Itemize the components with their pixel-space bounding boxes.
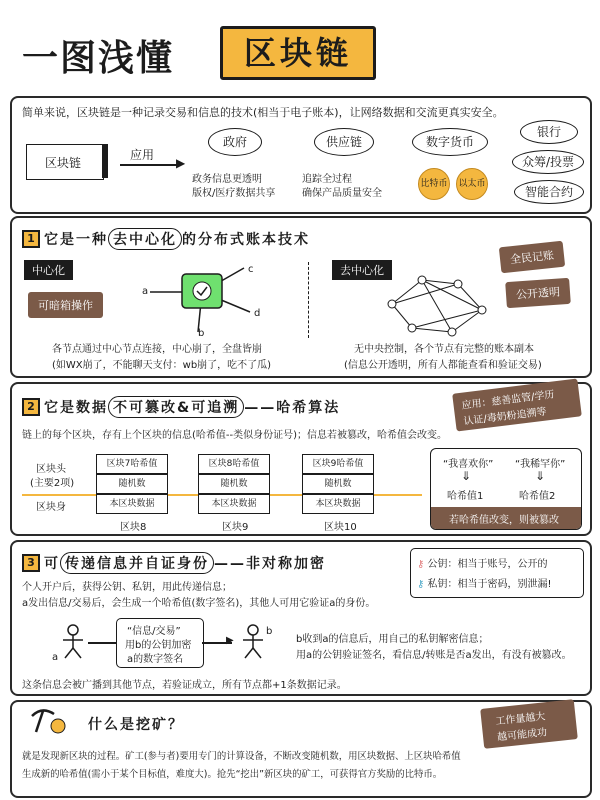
- crowdfund-oval: 众筹/投票: [512, 150, 584, 174]
- example-h2: 哈希值2: [519, 491, 556, 502]
- effort-tag-line1: 工作量越大: [495, 711, 546, 728]
- apps-tag-line2: 认证/毒奶粉追溯等: [463, 406, 548, 428]
- section2-desc: 链上的每个区块，存有上个区块的信息(哈希值--类似身份证号)；信息若被篡改，哈希值会改变。: [22, 430, 448, 441]
- person-a-label: a: [52, 652, 59, 663]
- block10-name: 区块10: [324, 522, 357, 533]
- block10-data: 本区块数据: [302, 494, 374, 514]
- supply-line2: 确保产品质量安全: [302, 188, 382, 199]
- arrow-right-icon: ▶: [226, 635, 234, 646]
- block9-rand: 随机数: [198, 474, 270, 494]
- node-c: c: [248, 264, 254, 275]
- block9-data: 本区块数据: [198, 494, 270, 514]
- block10-hash: 区块9哈希值: [302, 454, 374, 474]
- b-line1: b收到a的信息后，用自己的私钥解密信息；: [296, 634, 489, 645]
- person-b-icon: [240, 624, 266, 660]
- bitcoin-coin: 比特币: [418, 168, 450, 200]
- crypto-oval: 数字货币: [412, 128, 488, 156]
- apply-arrow-line: [120, 164, 180, 166]
- section2-heading: 它是数据 不可篡改&可追溯 ——哈希算法: [44, 396, 340, 418]
- apps-tag-line1: 应用：慈善监管/学历: [461, 389, 556, 412]
- mining-heading: 什么是挖矿？: [88, 717, 184, 733]
- block8-rand: 随机数: [96, 474, 168, 494]
- intro-text: 简单来说，区块链是一种记录交易和信息的技术(相当于电子账本)，让网络数据和交流更真实安全。: [22, 106, 504, 119]
- section-mining: [10, 700, 592, 798]
- central-text2: (如WX崩了，不能聊天支付：wb崩了，吃不了瓜): [52, 360, 272, 371]
- row-body-label: 区块身: [36, 502, 66, 513]
- smart-contract-oval: 智能合约: [514, 180, 584, 204]
- tag-black-box: 可暗箱操作: [28, 292, 103, 318]
- ether-coin: 以太币: [456, 168, 488, 200]
- example-q1: “我喜欢你”: [443, 459, 494, 470]
- block8-hash: 区块7哈希值: [96, 454, 168, 474]
- title-highlight-box: 区块链: [220, 26, 376, 80]
- node-a: a: [142, 286, 149, 297]
- block9-name: 区块9: [222, 522, 249, 533]
- effort-tag-line2: 越可能成功: [496, 727, 548, 744]
- mining-line1: 就是发现新区块的过程。矿工(参与者)要用专门的计算设备，不断改变随机数，用区块数据、上区块哈希值: [22, 751, 461, 762]
- arrow-a-line: [88, 642, 116, 644]
- node-d: d: [254, 308, 261, 319]
- public-key-text: ⚷ 公钥：相当于账号，公开的: [417, 559, 548, 570]
- example-arrow1: ⇓: [461, 469, 472, 483]
- section3-line2: a发出信息/交易后，会生成一个哈希值(数字签名)，其他人可用它验证a的身份。: [22, 598, 376, 609]
- block-side-shade: [102, 144, 108, 178]
- tag-transparent: 公开透明: [505, 278, 571, 308]
- gov-oval: 政府: [208, 128, 262, 156]
- section3-heading: 可 传递信息并自证身份 ——非对称加密: [44, 552, 326, 574]
- decentral-label: 去中心化: [332, 260, 392, 280]
- b-line2: 用a的公钥验证签名，看信息/转账是否a发出，有没有被篡改。: [296, 650, 572, 661]
- supply-oval: 供应链: [314, 128, 374, 156]
- bank-oval: 银行: [520, 120, 578, 144]
- row-head-sub: (主要2项): [30, 478, 75, 489]
- decentral-text1: 无中央控制，各个节点有完整的账本副本: [354, 344, 534, 355]
- section-encryption: [10, 540, 592, 696]
- block-chain-label: 区块链: [45, 156, 82, 170]
- section-hash: [10, 382, 592, 536]
- key-icon: ⚷: [417, 559, 425, 570]
- mining-line2: 生成新的哈希值(需小于某个目标值，难度大)。抢先“挖出”新区块的矿工，可获得官方奖励的比特币。: [22, 769, 443, 780]
- decentral-text2: (信息公开透明，所有人都能查看和验证交易): [344, 360, 542, 371]
- block-chain-box: [26, 144, 104, 180]
- example-footer: 若哈希值改变，则被篡改: [449, 515, 559, 526]
- intro-section: [10, 96, 592, 214]
- example-h1: 哈希值1: [447, 491, 484, 502]
- block8-data: 本区块数据: [96, 494, 168, 514]
- example-arrow2: ⇓: [535, 469, 546, 483]
- private-key-text: ⚷ 私钥：相当于密码，别泄漏!: [417, 579, 552, 590]
- gov-line1: 政务信息更透明: [192, 174, 262, 185]
- decentral-diagram: [382, 274, 492, 340]
- hash-example-box: [430, 448, 582, 530]
- section3-line1: 个人开户后，获得公钥、私钥，用此传递信息；: [22, 582, 232, 593]
- block9-hash: 区块8哈希值: [198, 454, 270, 474]
- apps-tag: [452, 378, 582, 431]
- pickaxe-icon: [28, 706, 68, 736]
- msg-line1: “信息/交易”: [127, 626, 181, 637]
- msg-line2: 用b的公钥加密: [125, 640, 192, 651]
- central-label: 中心化: [24, 260, 73, 280]
- node-b: b: [198, 328, 205, 339]
- message-box: [116, 618, 204, 668]
- apply-label: 应用: [130, 148, 155, 162]
- section2-number: 2: [22, 398, 40, 416]
- block8-name: 区块8: [120, 522, 147, 533]
- example-q2: “我稀罕你”: [515, 459, 566, 470]
- example-footer-bg: [431, 507, 581, 529]
- msg-line3: a的数字签名: [127, 654, 184, 665]
- effort-tag: [480, 699, 578, 749]
- row-head-label: 区块头: [36, 464, 66, 475]
- section1-number: 1: [22, 230, 40, 248]
- broadcast-text: 这条信息会被广播到其他节点，若验证成立，所有节点都+1条数据记录。: [22, 680, 347, 691]
- section1-heading: 它是一种 去中心化 的分布式账本技术: [44, 228, 310, 250]
- gov-line2: 版权/医疗数据共享: [192, 188, 276, 199]
- divider: [308, 262, 310, 338]
- central-text1: 各节点通过中心节点连接，中心崩了，全盘皆崩: [52, 344, 262, 355]
- block10-rand: 随机数: [302, 474, 374, 494]
- keys-box: [410, 548, 584, 598]
- person-b-label: b: [266, 626, 273, 637]
- arrow-right-icon: ▶: [176, 156, 186, 170]
- section-decentralized: [10, 216, 592, 378]
- key-icon: ⚷: [417, 579, 425, 590]
- page-title: 一图浅懂: [22, 38, 175, 79]
- person-a-icon: [60, 624, 86, 660]
- section3-number: 3: [22, 554, 40, 572]
- tag-all-bookkeeping: 全民记账: [499, 241, 565, 274]
- supply-line1: 追踪全过程: [302, 174, 352, 185]
